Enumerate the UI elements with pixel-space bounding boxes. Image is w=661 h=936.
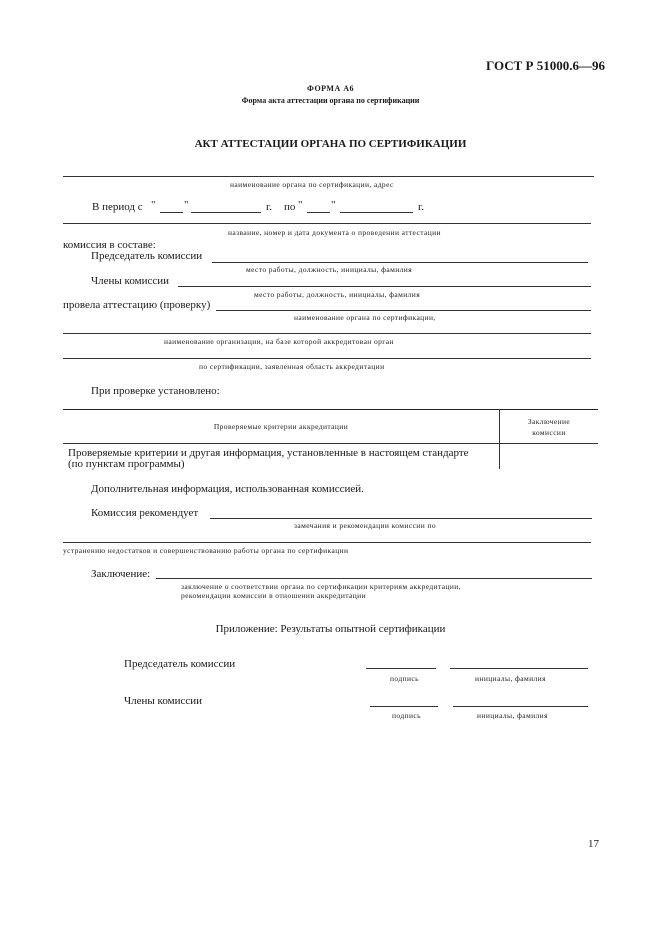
members-line [178,286,591,287]
sig-chairman-label: Председатель комиссии [124,658,236,670]
sig-chairman-signature-line [366,668,436,669]
sig-chairman-name-line [450,668,588,669]
standard-id: ГОСТ Р 51000.6—96 [486,58,605,73]
table-col2-header-line1: Заключение [527,417,571,426]
table-row1-line1: Проверяемые критерии и другая информация, установленные в настоящем стандарте [68,447,469,459]
established-label: При проверке установлено: [91,385,220,397]
recommends-line [210,518,592,519]
sig-members-signature-line [370,706,438,707]
quote-open-2: " [298,199,303,211]
caption-conducted: наименование органа по сертификации, [294,313,436,322]
table-row1-line2: (по пунктам программы) [68,458,185,470]
period-prefix: В период с [92,201,143,213]
chairman-line [212,262,588,263]
caption-chairman: место работы, должность, инициалы, фамилия [246,265,413,274]
conducted-label: провела аттестацию (проверку) [63,299,211,311]
commission-composition: комиссия в составе: [63,239,156,251]
conclusion-label: Заключение: [91,568,151,580]
caption-doc: название, номер и дата документа о проведении аттестации [228,228,441,237]
caption-area: по сертификации, заявленная область аккредитации [199,362,385,371]
accredited-org-line [63,333,591,334]
sig-chairman-name-caption: инициалы, фамилия [475,674,546,683]
chairman-label: Председатель комиссии [91,250,203,262]
sig-chairman-signature-caption: подпись [390,674,419,683]
document-title: АКТ АТТЕСТАЦИИ ОРГАНА ПО СЕРТИФИКАЦИИ [194,138,467,150]
sig-members-label: Члены комиссии [124,695,203,707]
doc-line [63,223,591,224]
sig-members-name-line [453,706,588,707]
table-header-rule [63,443,598,444]
month-from-line [191,212,261,213]
period-to-word: по [284,201,296,213]
table-col2-header-line2: комиссии [532,428,566,437]
members-label: Члены комиссии [91,275,170,287]
month-to-line [340,212,413,213]
sig-members-signature-caption: подпись [392,711,421,720]
quote-open: " [151,199,156,211]
form-subtitle: Форма акта аттестации органа по сертификации [241,96,420,105]
day-to-line [307,212,330,213]
caption-members: место работы, должность, инициалы, фамилия [254,290,421,299]
org-name-line [63,176,594,177]
day-from-line [160,212,183,213]
conclusion-line [156,578,592,579]
additional-info: Дополнительная информация, использованная комиссией. [91,483,364,495]
form-label: ФОРМА А6 [306,84,355,93]
caption-accredited-org: наименование организации, на базе которой аккредитован орган [164,337,394,346]
caption-conclusion-2: рекомендации комиссии в отношении аккредитации [181,591,366,600]
table-top-rule [63,409,598,410]
caption-recommend-1: замечания и рекомендации комиссии по [294,521,436,530]
year-mark-to: г. [418,201,425,213]
sig-members-name-caption: инициалы, фамилия [477,711,548,720]
conducted-line [216,310,591,311]
appendix: Приложение: Результаты опытной сертификации [215,623,446,635]
year-mark-from: г. [266,201,273,213]
area-line [63,358,591,359]
recommends-label: Комиссия рекомендует [91,507,199,519]
caption-recommend-2: устранению недостатков и совершенствованию работы органа по сертификации [63,546,349,555]
page-number: 17 [588,838,599,850]
quote-close: " [184,199,189,211]
table-col1-header: Проверяемые критерии аккредитации [213,422,349,431]
caption-org-name: наименование органа по сертификации, адрес [230,180,394,189]
recommend-line-2 [63,542,591,543]
caption-conclusion-1: заключение о соответствии органа по сертификации критериям аккредитации, [181,582,461,591]
quote-close-2: " [331,199,336,211]
